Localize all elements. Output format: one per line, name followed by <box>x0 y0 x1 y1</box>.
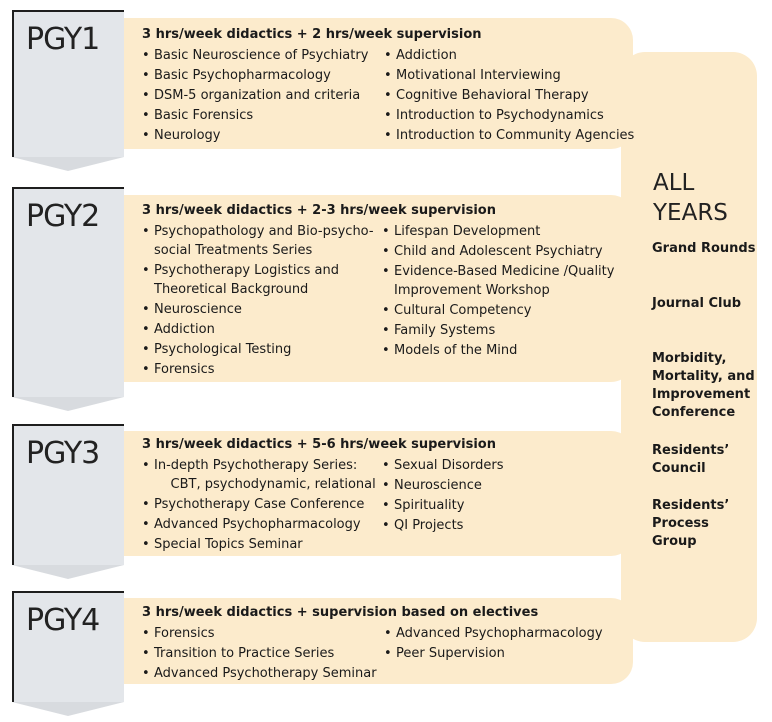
list-item: • Introduction to Psychodynamics <box>384 106 634 125</box>
list-item: • Motivational Interviewing <box>384 66 634 85</box>
pgy2-label-box <box>12 187 124 397</box>
pgy3-right-list <box>382 456 504 536</box>
all-years-item-residents-council: Residents’ Council <box>652 443 730 476</box>
list-item: • Advanced Psychotherapy Seminar <box>142 664 377 683</box>
pgy3-title: 3 hrs/week didactics + 5-6 hrs/week supervision <box>142 437 496 452</box>
list-item: • QI Projects <box>382 516 504 535</box>
pgy3-left-list <box>142 456 376 555</box>
list-item: • Neurology <box>142 126 368 145</box>
pgy1-label: PGY1 <box>26 22 100 57</box>
list-item: • Forensics <box>142 360 374 379</box>
pgy1-right-list <box>384 46 634 146</box>
pgy3-label: PGY3 <box>26 436 100 471</box>
list-item: • Addiction <box>142 320 374 339</box>
list-item: • Spirituality <box>382 496 504 515</box>
all-years-item-mm-conference: Morbidity, Mortality, and Improvement Conference <box>652 351 755 420</box>
list-item: • Advanced Psychopharmacology <box>384 624 603 643</box>
list-item <box>382 262 614 300</box>
list-item: • Basic Psychopharmacology <box>142 66 368 85</box>
pgy4-down-arrow-icon <box>12 702 124 716</box>
pgy2-down-arrow-icon <box>12 397 124 411</box>
pgy2-label: PGY2 <box>26 199 100 234</box>
list-item: • DSM-5 organization and criteria <box>142 86 368 105</box>
list-item: • Neuroscience <box>382 476 504 495</box>
pgy1-title: 3 hrs/week didactics + 2 hrs/week supervision <box>142 27 482 42</box>
pgy3-down-arrow-icon <box>12 565 124 579</box>
pgy2-right-list <box>382 222 614 361</box>
item-line: Evidence-Based Medicine /Quality Improvement Workshop <box>394 264 615 298</box>
list-item: • Models of the Mind <box>382 341 614 360</box>
list-item: • Psychological Testing <box>142 340 374 359</box>
list-item: • Psychotherapy Case Conference <box>142 495 376 514</box>
list-item: • Cognitive Behavioral Therapy <box>384 86 634 105</box>
list-item: • Family Systems <box>382 321 614 340</box>
all-years-panel <box>621 52 757 642</box>
list-item <box>142 222 374 260</box>
list-item: • Sexual Disorders <box>382 456 504 475</box>
item-line: Psychotherapy Logistics and Theoretical Background <box>154 263 339 297</box>
item-line: In-depth Psychotherapy Series: CBT, psychodynamic, relational <box>154 458 376 492</box>
pgy1-label-box <box>12 10 124 157</box>
list-item: • Transition to Practice Series <box>142 644 377 663</box>
list-item: • Introduction to Community Agencies <box>384 126 634 145</box>
pgy2-left-list <box>142 222 374 380</box>
list-item: • Child and Adolescent Psychiatry <box>382 242 614 261</box>
list-item: • Lifespan Development <box>382 222 614 241</box>
all-years-item-process-group: Residents’ Process Group <box>652 498 730 549</box>
list-item: • Advanced Psychopharmacology <box>142 515 376 534</box>
pgy4-title: 3 hrs/week didactics + supervision based on electives <box>142 605 539 620</box>
pgy3-label-box <box>12 424 124 565</box>
list-item: • Addiction <box>384 46 634 65</box>
item-line: Psychopathology and Bio-psycho- social Treatments Series <box>154 224 374 258</box>
all-years-title: ALL YEARS <box>653 170 728 226</box>
pgy1-down-arrow-icon <box>12 157 124 171</box>
pgy4-label-box <box>12 591 124 702</box>
list-item: • Cultural Competency <box>382 301 614 320</box>
list-item: • Basic Forensics <box>142 106 368 125</box>
pgy4-label: PGY4 <box>26 603 100 638</box>
pgy4-left-list <box>142 624 377 684</box>
list-item: • Peer Supervision <box>384 644 603 663</box>
pgy1-left-list <box>142 46 368 146</box>
list-item <box>142 456 376 494</box>
list-item: • Special Topics Seminar <box>142 535 376 554</box>
all-years-item-journal-club: Journal Club <box>652 296 742 311</box>
pgy4-right-list <box>384 624 603 664</box>
list-item: • Forensics <box>142 624 377 643</box>
pgy2-title: 3 hrs/week didactics + 2-3 hrs/week supervision <box>142 203 496 218</box>
all-years-item-grand-rounds: Grand Rounds <box>652 241 756 256</box>
list-item: • Neuroscience <box>142 300 374 319</box>
list-item: • Basic Neuroscience of Psychiatry <box>142 46 368 65</box>
list-item <box>142 261 374 299</box>
